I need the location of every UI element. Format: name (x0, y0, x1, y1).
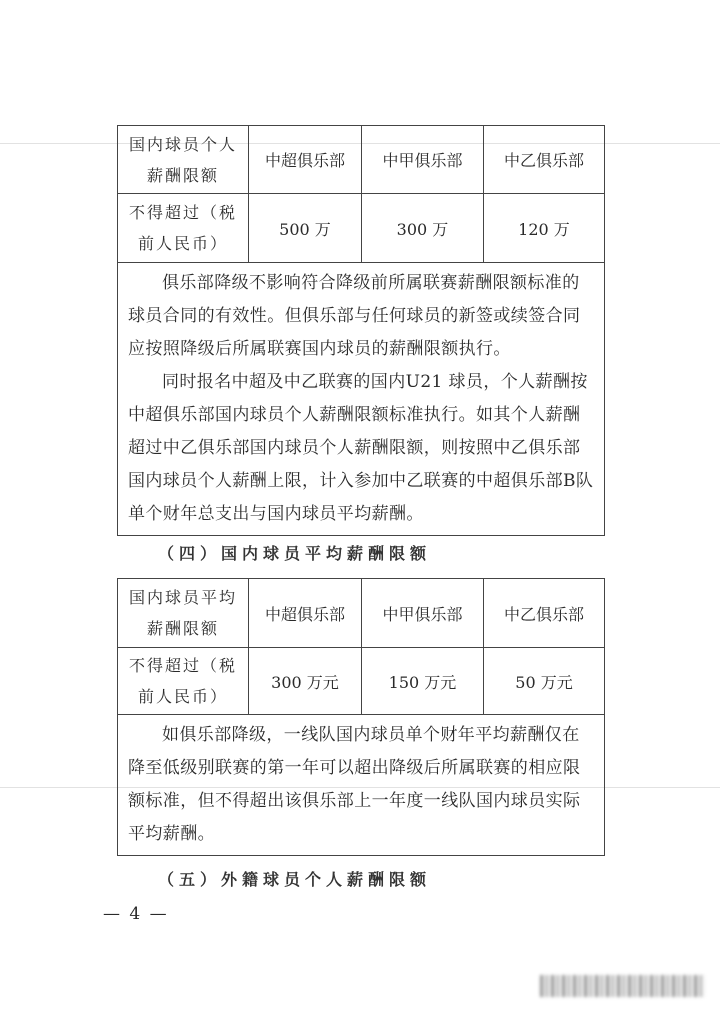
note-paragraph: 俱乐部降级不影响符合降级前所属联赛薪酬限额标准的球员合同的有效性。但俱乐部与任何球员的新签或续签合同应按照降级后所属联赛国内球员的薪酬限额执行。 (128, 273, 581, 359)
column-header-csl: 中超俱乐部 (249, 126, 362, 194)
note-paragraph: 如俱乐部降级，一线队国内球员单个财年平均薪酬仅在降至低级别联赛的第一年可以超出降级后所属联赛的相应限额标准，但不得超出该俱乐部上一年度一线队国内球员实际平均薪酬。 (128, 725, 581, 844)
notes-row (118, 263, 605, 536)
table-header-row (118, 579, 605, 648)
row-label: 国内球员个人薪酬限额 (118, 126, 249, 194)
page-content (103, 125, 604, 926)
table-header-row (118, 126, 605, 194)
domestic-average-salary-table (117, 578, 605, 856)
cell-league-two: 50 万元 (484, 648, 605, 715)
note-paragraph: 同时报名中超及中乙联赛的国内U21 球员，个人薪酬按中超俱乐部国内球员个人薪酬限额标准执行。如其个人薪酬超过中乙俱乐部国内球员个人薪酬限额，则按照中乙俱乐部国内球员个人薪酬上限，计入参加中乙联赛的中超俱乐部B队单个财年总支出与国内球员平均薪酬。 (128, 372, 594, 524)
cell-csl: 300 万元 (249, 648, 362, 715)
section-heading: （五）外籍球员个人薪酬限额 (158, 870, 432, 889)
row-label: 不得超过（税前人民币） (118, 194, 249, 263)
notes-row (118, 715, 605, 856)
domestic-individual-salary-table (117, 125, 605, 536)
row-label: 不得超过（税前人民币） (118, 648, 249, 715)
table-row (118, 648, 605, 715)
notes-cell (118, 263, 605, 536)
column-header-league-one: 中甲俱乐部 (362, 579, 484, 648)
column-header-league-two: 中乙俱乐部 (484, 126, 605, 194)
notes-cell (118, 715, 605, 856)
cell-league-one: 300 万 (362, 194, 484, 263)
watermark (540, 975, 705, 997)
column-header-league-two: 中乙俱乐部 (484, 579, 605, 648)
row-label: 国内球员平均薪酬限额 (118, 579, 249, 648)
section-heading: （四）国内球员平均薪酬限额 (158, 544, 432, 563)
cell-league-two: 120 万 (484, 194, 605, 263)
table-row (118, 194, 605, 263)
cell-league-one: 150 万元 (362, 648, 484, 715)
column-header-csl: 中超俱乐部 (249, 579, 362, 648)
page-number: — 4 — (103, 904, 169, 924)
cell-csl: 500 万 (249, 194, 362, 263)
column-header-league-one: 中甲俱乐部 (362, 126, 484, 194)
